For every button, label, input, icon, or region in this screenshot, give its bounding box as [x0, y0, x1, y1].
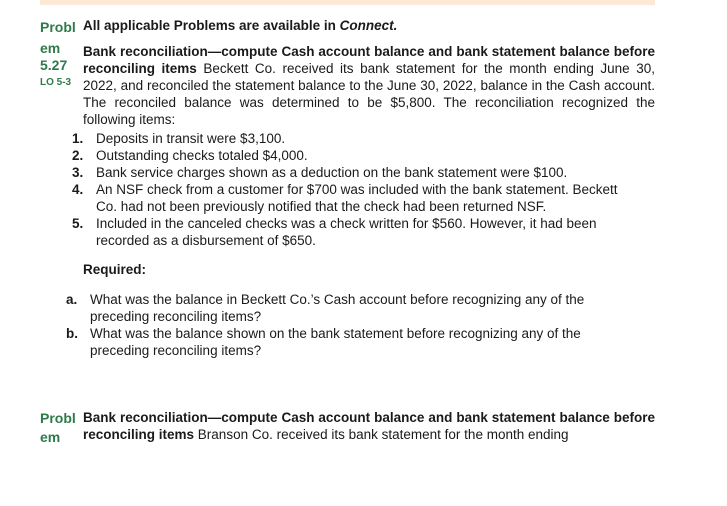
list-item: a. What was the balance in Beckett Co.’s Cash account before recognizing any of the preceding reconciling items? — [66, 292, 585, 324]
next-problem-label — [40, 410, 76, 446]
top-accent-bar — [40, 0, 655, 5]
connect-header — [83, 18, 397, 33]
reconciling-items-list — [72, 130, 655, 249]
next-problem-label-line2: em — [40, 429, 61, 445]
learning-objective: LO 5-3 — [40, 77, 72, 88]
problem-label-line2: em — [40, 40, 61, 56]
connect-header-lead: All applicable Problems are available in — [83, 18, 340, 33]
next-problem-title: Bank reconciliation—compute Cash account balance and bank statement balance before reconciling items — [83, 410, 655, 442]
next-problem-text: Branson Co. received its bank statement for the month ending — [194, 427, 569, 442]
list-item: 1. Deposits in transit were $3,100. — [72, 131, 286, 146]
questions-list — [66, 291, 655, 359]
problem-number: 5.27 — [40, 57, 68, 73]
list-item: 2. Outstanding checks totaled $4,000. — [72, 148, 308, 163]
problem-description — [83, 43, 655, 128]
list-item: b. What was the balance shown on the bank statement before recognizing any of the preceding reconciling items? — [66, 326, 581, 358]
problem-label-line1: Probl — [40, 19, 76, 35]
connect-source: Connect. — [339, 18, 398, 33]
list-item: 4. An NSF check from a customer for $700 was included with the bank statement. Beckett Co. had not been previously notified that the check had been returned NSF. — [72, 182, 618, 214]
required-heading: Required: — [83, 262, 147, 277]
problem-text: Beckett Co. received its bank statement for the month ending June 30, 2022, and reconciled the statement balance to the June 30, 2022, balance in the Cash account. The reconciled balance was determined to be $5,800. The reconciliation recognized the following items: — [83, 61, 655, 127]
next-problem-description — [83, 409, 655, 443]
problem-label — [40, 19, 76, 91]
list-item: 5. Included in the canceled checks was a check written for $560. However, it had been recorded as a disbursement of $650. — [72, 216, 597, 248]
problem-title: Bank reconciliation—compute Cash account balance and bank statement balance before reconciling items — [83, 44, 655, 76]
next-problem-label-line1: Probl — [40, 410, 76, 426]
list-item: 3. Bank service charges shown as a deduction on the bank statement were $100. — [72, 165, 568, 180]
